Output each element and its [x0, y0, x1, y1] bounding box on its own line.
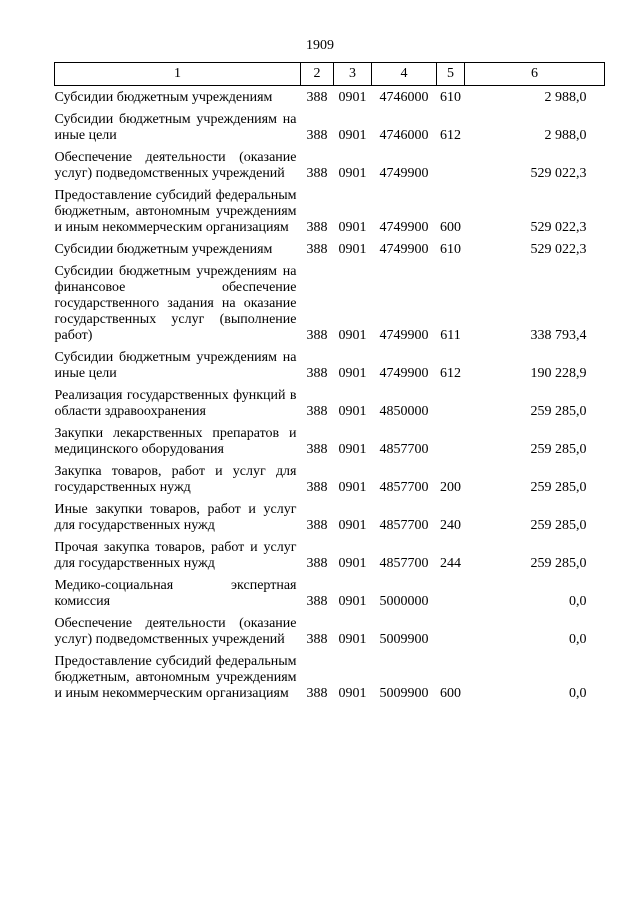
column-header: 4 [372, 63, 437, 86]
amount: 0,0 [569, 594, 587, 609]
target-code: 4746000 [379, 128, 429, 143]
ministry-code: 388 [306, 686, 328, 701]
expense-type-code [437, 616, 465, 654]
expense-type-code: 240 [440, 518, 461, 533]
item-name: Закупки лекарственных препаратов и медицинского оборудования [54, 426, 297, 457]
amount: 259 285,0 [530, 556, 587, 571]
expense-type-code [437, 578, 465, 616]
column-header: 1 [55, 63, 301, 86]
ministry-code: 388 [306, 366, 328, 381]
item-name: Субсидии бюджетным учреждениям на иные цели [54, 350, 297, 381]
section-code: 0901 [338, 220, 367, 235]
target-code: 4746000 [379, 90, 429, 105]
table-row [55, 578, 605, 616]
table-row [55, 350, 605, 388]
amount: 338 793,4 [530, 328, 587, 343]
table-row [55, 150, 605, 188]
item-name: Реализация государственных функций в области здравоохранения [54, 388, 297, 419]
column-header: 3 [334, 63, 372, 86]
section-code: 0901 [338, 518, 367, 533]
expense-type-code [437, 388, 465, 426]
ministry-code: 388 [306, 90, 328, 105]
target-code: 4857700 [379, 480, 429, 495]
table-row [55, 502, 605, 540]
section-code: 0901 [338, 404, 367, 419]
budget-table [54, 62, 605, 708]
table-row [55, 264, 605, 350]
section-code: 0901 [338, 594, 367, 609]
ministry-code: 388 [306, 518, 328, 533]
ministry-code: 388 [306, 220, 328, 235]
ministry-code: 388 [306, 594, 328, 609]
amount: 190 228,9 [530, 366, 587, 381]
amount: 259 285,0 [530, 404, 587, 419]
target-code: 5000000 [379, 594, 429, 609]
target-code: 4749900 [379, 328, 429, 343]
item-name: Субсидии бюджетным учреждениям на иные цели [54, 112, 297, 143]
expense-type-code: 611 [440, 328, 461, 343]
column-header: 5 [437, 63, 465, 86]
target-code: 4749900 [379, 220, 429, 235]
section-code: 0901 [338, 128, 367, 143]
target-code: 4749900 [379, 242, 429, 257]
section-code: 0901 [338, 480, 367, 495]
table-row [55, 616, 605, 654]
item-name: Обеспечение деятельности (оказание услуг) подведомственных учреждений [54, 150, 297, 181]
table-row [55, 188, 605, 242]
expense-type-code: 200 [440, 480, 461, 495]
amount: 259 285,0 [530, 442, 587, 457]
expense-type-code [437, 150, 465, 188]
expense-type-code: 610 [440, 242, 461, 257]
expense-type-code: 244 [440, 556, 461, 571]
ministry-code: 388 [306, 166, 328, 181]
ministry-code: 388 [306, 404, 328, 419]
section-code: 0901 [338, 442, 367, 457]
target-code: 4857700 [379, 442, 429, 457]
section-code: 0901 [338, 242, 367, 257]
item-name: Субсидии бюджетным учреждениям [54, 90, 273, 105]
table-row [55, 242, 605, 264]
expense-type-code: 612 [440, 128, 461, 143]
amount: 259 285,0 [530, 480, 587, 495]
table-row [55, 388, 605, 426]
column-header: 2 [301, 63, 334, 86]
ministry-code: 388 [306, 442, 328, 457]
table-row [55, 654, 605, 708]
item-name: Прочая закупка товаров, работ и услуг для государственных нужд [54, 540, 297, 571]
section-code: 0901 [338, 632, 367, 647]
table-row [55, 86, 605, 113]
target-code: 4850000 [379, 404, 429, 419]
ministry-code: 388 [306, 328, 328, 343]
target-code: 4857700 [379, 556, 429, 571]
expense-type-code: 600 [440, 686, 461, 701]
item-name: Медико-социальная экспертная комиссия [54, 578, 297, 609]
target-code: 4749900 [379, 166, 429, 181]
table-header-row [55, 63, 605, 86]
section-code: 0901 [338, 556, 367, 571]
amount: 259 285,0 [530, 518, 587, 533]
table-row [55, 540, 605, 578]
page-number: 1909 [306, 38, 334, 53]
amount: 2 988,0 [544, 128, 587, 143]
section-code: 0901 [338, 686, 367, 701]
column-header: 6 [465, 63, 605, 86]
target-code: 5009900 [379, 632, 429, 647]
ministry-code: 388 [306, 556, 328, 571]
amount: 529 022,3 [530, 166, 587, 181]
expense-type-code [437, 426, 465, 464]
expense-type-code: 612 [440, 366, 461, 381]
expense-type-code: 610 [440, 90, 461, 105]
table-row [55, 464, 605, 502]
item-name: Закупка товаров, работ и услуг для государственных нужд [54, 464, 297, 495]
section-code: 0901 [338, 366, 367, 381]
amount: 0,0 [569, 686, 587, 701]
section-code: 0901 [338, 166, 367, 181]
ministry-code: 388 [306, 242, 328, 257]
table-row [55, 426, 605, 464]
amount: 0,0 [569, 632, 587, 647]
table-body [55, 86, 605, 709]
item-name: Обеспечение деятельности (оказание услуг) подведомственных учреждений [54, 616, 297, 647]
ministry-code: 388 [306, 632, 328, 647]
target-code: 4749900 [379, 366, 429, 381]
item-name: Предоставление субсидий федеральным бюджетным, автономным учреждениям и иным некоммерческим организациям [54, 188, 297, 235]
item-name: Субсидии бюджетным учреждениям на финансовое обеспечение государственного задания на оказание государственных услуг (выполнение работ) [54, 264, 297, 343]
table-row [55, 112, 605, 150]
item-name: Субсидии бюджетным учреждениям [54, 242, 273, 257]
target-code: 5009900 [379, 686, 429, 701]
item-name: Иные закупки товаров, работ и услуг для государственных нужд [54, 502, 297, 533]
item-name: Предоставление субсидий федеральным бюджетным, автономным учреждениям и иным некоммерческим организациям [54, 654, 297, 701]
expense-type-code: 600 [440, 220, 461, 235]
target-code: 4857700 [379, 518, 429, 533]
ministry-code: 388 [306, 128, 328, 143]
amount: 529 022,3 [530, 242, 587, 257]
section-code: 0901 [338, 328, 367, 343]
ministry-code: 388 [306, 480, 328, 495]
amount: 529 022,3 [530, 220, 587, 235]
section-code: 0901 [338, 90, 367, 105]
amount: 2 988,0 [544, 90, 587, 105]
